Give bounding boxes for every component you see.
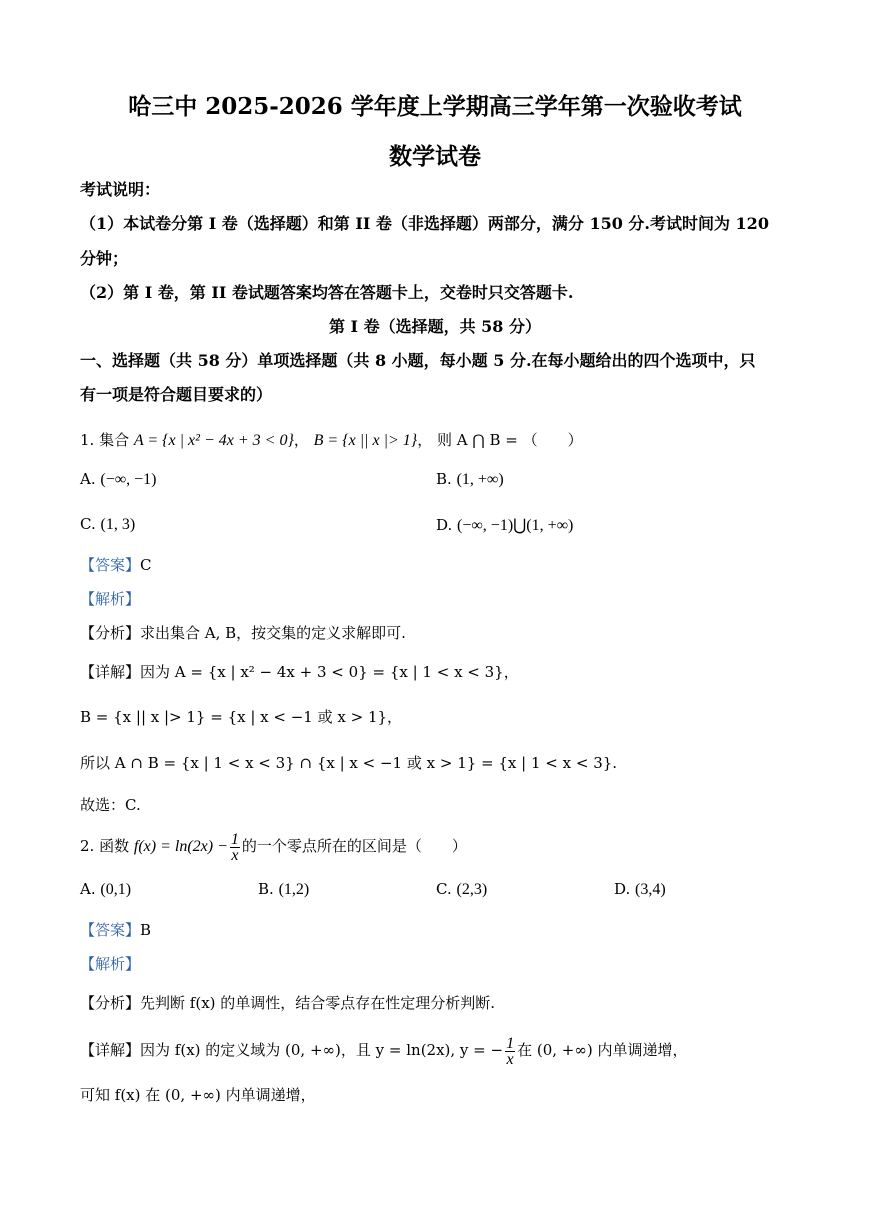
fraction-numerator: 1 xyxy=(230,830,239,848)
q2-option-d xyxy=(614,880,666,899)
answer-tag: 【答案】 xyxy=(80,921,141,939)
fraction-numerator: 1 xyxy=(506,1034,515,1052)
q1-option-a xyxy=(80,470,157,489)
option-value: (−∞, −1) xyxy=(100,471,157,488)
q1-prefix: 1. 集合 xyxy=(80,431,130,449)
option-value: (1,2) xyxy=(278,881,310,898)
q2-answer xyxy=(80,920,151,940)
q1-option-c xyxy=(80,515,135,534)
q2-detail-2: 可知 f(x) 在 (0, +∞) 内单调递增， xyxy=(80,1086,316,1104)
section-desc-line2: 有一项是符合题目要求的） xyxy=(80,385,273,404)
q2-option-c xyxy=(436,880,487,899)
instruction-1-line2: 分钟； xyxy=(80,249,129,268)
answer-value: B xyxy=(140,921,152,939)
instruction-2: （2）第 I 卷，第 II 卷试题答案均答在答题卡上，交卷时只交答题卡. xyxy=(80,283,574,302)
q2-prefix: 2. 函数 xyxy=(80,837,130,855)
q2-fenxi xyxy=(80,993,495,1013)
q2-fraction xyxy=(230,832,240,863)
q2-ask: 的一个零点所在的区间是（ ） xyxy=(241,837,467,855)
fenxi-text: 先判断 f(x) 的单调性，结合零点存在性定理分析判断. xyxy=(140,994,496,1012)
option-label: C. xyxy=(436,880,452,898)
q2-option-b xyxy=(258,880,309,899)
fraction-denominator: x xyxy=(231,846,239,864)
q1-detail-2: B = {x || x |> 1} = {x | x < −1 或 x > 1}， xyxy=(80,708,403,726)
detail-text-b: 在 (0, +∞) 内单调递增， xyxy=(517,1041,688,1059)
exam-subtitle: 数学试卷 xyxy=(389,143,481,170)
detail-fraction xyxy=(505,1036,515,1067)
q1-ask: 则 A ⋂ B = （ ） xyxy=(437,431,583,449)
q1-fenxi xyxy=(80,623,406,643)
detail-tag: 【详解】 xyxy=(80,1041,141,1059)
q2-analysis-tag: 【解析】 xyxy=(80,955,141,973)
answer-tag: 【答案】 xyxy=(80,556,141,574)
fenxi-tag: 【分析】 xyxy=(80,624,141,642)
section-desc-line1: 一、选择题（共 58 分）单项选择题（共 8 小题，每小题 5 分.在每小题给出的四个选项中，只 xyxy=(80,351,756,370)
option-label: A. xyxy=(80,880,96,898)
option-value: (−∞, −1)⋃(1, +∞) xyxy=(457,517,574,534)
exam-title: 哈三中 2025-2026 学年度上学期高三学年第一次验收考试 xyxy=(128,93,742,120)
q1-stem: 1. 集合 A = {x | x² − 4x + 3 < 0}， B = {x || x |> 1}， 则 A ⋂ B = （ ） xyxy=(80,431,583,449)
q1-detail-3: 所以 A ∩ B = {x | 1 < x < 3} ∩ {x | x < −1 或 x > 1} = {x | 1 < x < 3}. xyxy=(80,754,618,772)
q1-analysis-tag: 【解析】 xyxy=(80,590,141,608)
option-value: (1, +∞) xyxy=(456,471,504,488)
q1-option-b xyxy=(436,470,504,489)
option-value: (2,3) xyxy=(456,881,488,898)
fraction-denominator: x xyxy=(506,1050,514,1068)
detail-tag: 【详解】 xyxy=(80,663,141,681)
q1-set-a: A = {x | x² − 4x + 3 < 0} xyxy=(133,432,294,449)
option-value: (3,4) xyxy=(635,881,666,898)
option-value: (1, 3) xyxy=(100,516,136,533)
option-label: C. xyxy=(80,515,96,533)
detail-text-a: 因为 f(x) 的定义域为 (0, +∞)，且 y = ln(2x), y = − xyxy=(140,1041,504,1059)
option-label: D. xyxy=(614,880,631,898)
option-value: (0,1) xyxy=(100,881,132,898)
q2-option-a xyxy=(80,880,131,899)
option-label: D. xyxy=(436,516,453,534)
q1-set-b: B = {x || x |> 1} xyxy=(313,432,418,449)
q1-detail-1 xyxy=(80,662,519,682)
option-label: B. xyxy=(436,470,452,488)
detail-text: 因为 A = {x | x² − 4x + 3 < 0} = {x | 1 < x < 3}， xyxy=(140,663,519,681)
fenxi-text: 求出集合 A, B，按交集的定义求解即可. xyxy=(140,624,406,642)
q1-answer xyxy=(80,555,152,575)
instruction-1-line1: （1）本试卷分第 I 卷（选择题）和第 II 卷（非选择题）两部分，满分 150 分.考试时间为 120 xyxy=(80,214,769,233)
q2-stem xyxy=(80,826,467,866)
q1-conclusion: 故选：C. xyxy=(80,796,141,814)
instructions-heading: 考试说明： xyxy=(80,180,161,199)
q1-option-d xyxy=(436,515,573,535)
part-title: 第 I 卷（选择题，共 58 分） xyxy=(328,317,542,336)
fenxi-tag: 【分析】 xyxy=(80,994,141,1012)
q2-detail-1 xyxy=(80,1030,687,1070)
q2-function: f(x) = ln(2x) − xyxy=(133,838,228,855)
option-label: B. xyxy=(258,880,274,898)
answer-value: C xyxy=(140,556,152,574)
option-label: A. xyxy=(80,470,96,488)
